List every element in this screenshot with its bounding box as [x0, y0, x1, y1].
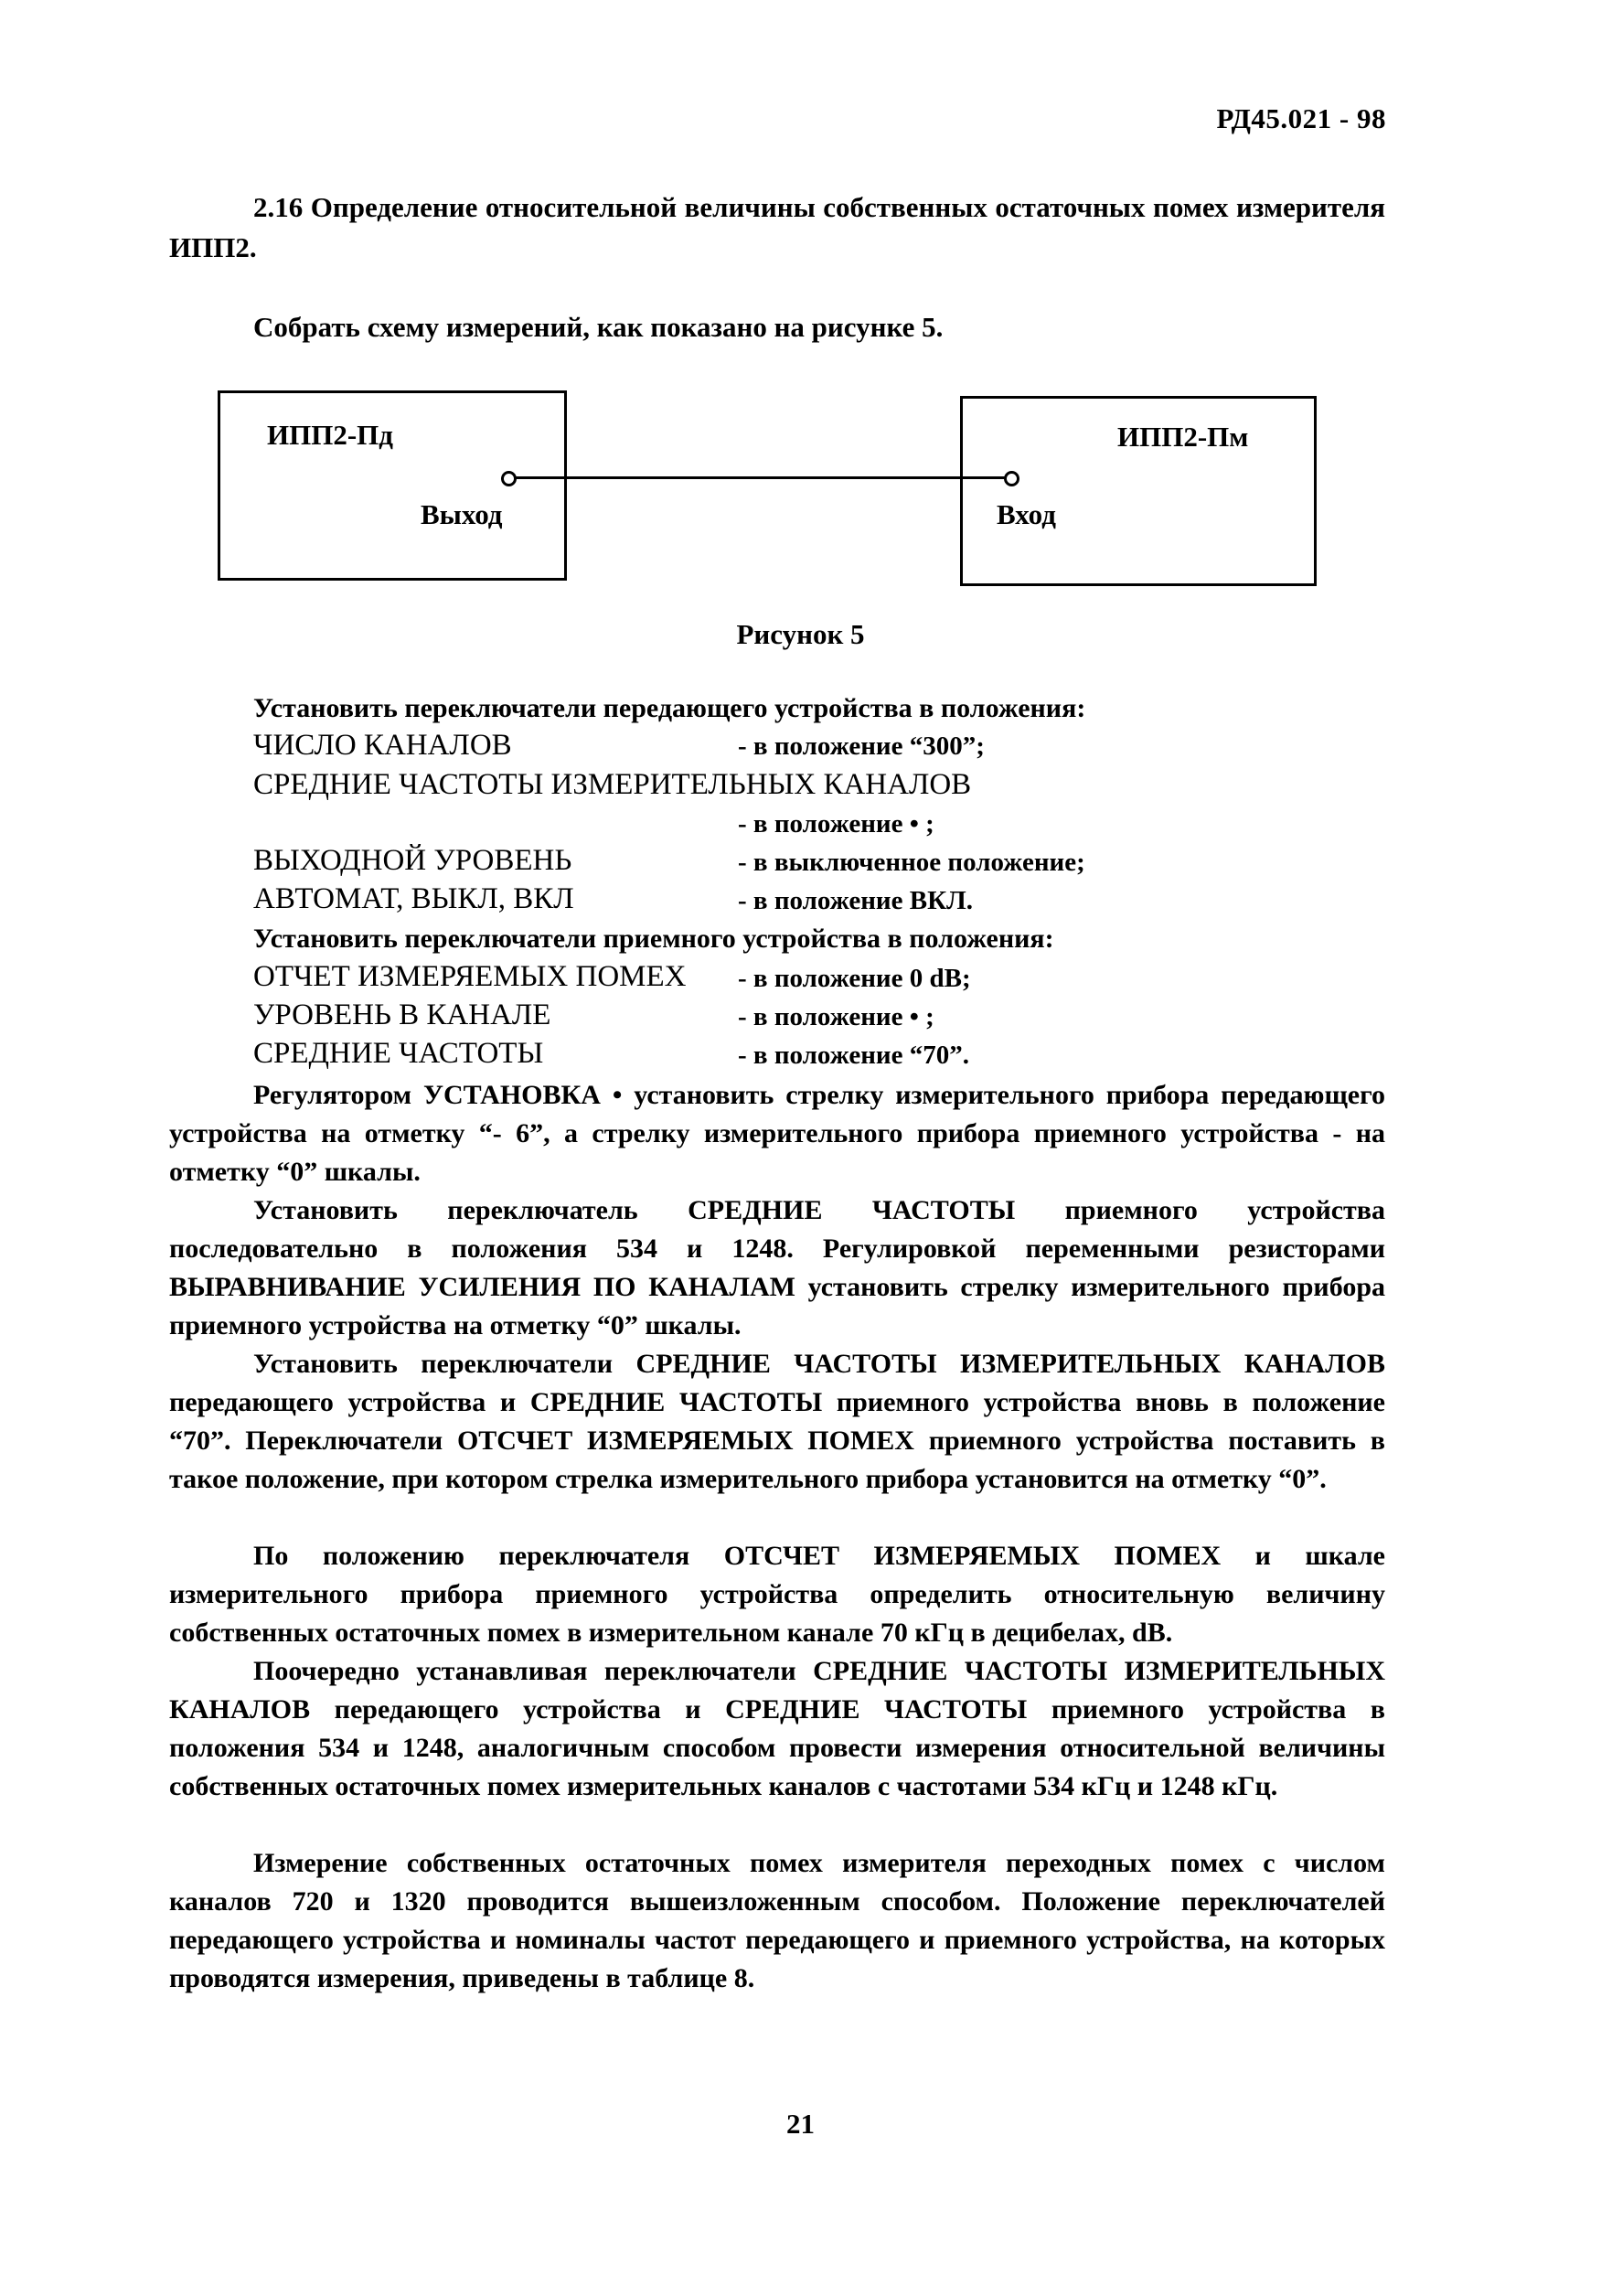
receiver-settings-intro: Установить переключатели приемного устройства в положения: — [253, 924, 1054, 954]
transmitter-settings-intro: Установить переключатели передающего устройства в положения: — [253, 693, 1086, 723]
receiver-block-title: ИПП2-Пм — [1117, 421, 1249, 453]
setting-name: СРЕДНИЕ ЧАСТОТЫ — [253, 1037, 544, 1070]
setting-name: ЧИСЛО КАНАЛОВ — [253, 729, 512, 762]
output-terminal — [501, 471, 517, 486]
receiver-input-label: Вход — [997, 498, 1056, 530]
section-intro: Собрать схему измерений, как показано на рисунке 5. — [253, 311, 944, 343]
setting-value: - в выключенное положение; — [738, 848, 1085, 877]
setting-name: ВЫХОДНОЙ УРОВЕНЬ — [253, 844, 572, 877]
setting-value: - в положение • ; — [738, 1002, 934, 1031]
setting-name: УРОВЕНЬ В КАНАЛЕ — [253, 998, 551, 1031]
paragraph: Установить переключатели СРЕДНИЕ ЧАСТОТЫ ИЗМЕРИТЕЛЬНЫХ КАНАЛОВ передающего устройства и СРЕДНИЕ ЧАСТОТЫ приемного устройства вновь в положение “70”. Переключатели ОТСЧЕТ ИЗМЕРЯЕМЫХ ПОМЕХ приемного устройства поставить в такое положение, при котором стрелка измерительного прибора установится на отметку “0”. — [169, 1349, 1385, 1494]
transmitter-output-label: Выход — [421, 498, 503, 530]
figure-caption: Рисунок 5 — [736, 618, 865, 650]
setting-value: - в положение 0 dB; — [738, 964, 971, 993]
section-heading: 2.16 Определение относительной величины собственных остаточных помех измерителя ИПП2. — [169, 191, 1385, 263]
setting-name: ОТЧЕТ ИЗМЕРЯЕМЫХ ПОМЕХ — [253, 960, 687, 993]
transmitter-block-title: ИПП2-Пд — [267, 419, 393, 451]
input-terminal — [1004, 471, 1019, 486]
connection-line — [512, 476, 1006, 479]
paragraph: Регулятором УСТАНОВКА • установить стрелку измерительного прибора передающего устройства на отметку “- 6”, а стрелку измерительного прибора приемного устройства - на отметку “0” шкалы. — [169, 1080, 1385, 1187]
setting-name: СРЕДНИЕ ЧАСТОТЫ ИЗМЕРИТЕЛЬНЫХ КАНАЛОВ — [253, 768, 972, 801]
setting-value: - в положение “300”; — [738, 732, 985, 761]
connection-diagram — [0, 0, 1601, 658]
paragraph: Поочередно устанавливая переключатели СРЕДНИЕ ЧАСТОТЫ ИЗМЕРИТЕЛЬНЫХ КАНАЛОВ передающего устройства и СРЕДНИЕ ЧАСТОТЫ приемного устройства в положения 534 и 1248, аналогичным способом провести измерения относительной величины собственных остаточных помех измерительных каналов с частотами 534 кГц и 1248 кГц. — [169, 1656, 1385, 1801]
page-number: 21 — [786, 2108, 815, 2140]
setting-name: АВТОМАТ, ВЫКЛ, ВКЛ — [253, 882, 574, 915]
setting-value: - в положение ВКЛ. — [738, 886, 973, 915]
paragraph: Установить переключатель СРЕДНИЕ ЧАСТОТЫ приемного устройства последовательно в положения 534 и 1248. Регулировкой переменными резисторами ВЫРАВНИВАНИЕ УСИЛЕНИЯ ПО КАНАЛАМ установить стрелку измерительного прибора приемного устройства на отметку “0” шкалы. — [169, 1195, 1385, 1340]
setting-value: - в положение • ; — [738, 809, 934, 838]
setting-value: - в положение “70”. — [738, 1041, 969, 1070]
paragraph: Измерение собственных остаточных помех измерителя переходных помех с числом каналов 720 и 1320 проводится вышеизложенным способом. Положение переключателей передающего устройства и номиналы частот передающего и приемного устройства, на которых проводятся измерения, приведены в таблице 8. — [169, 1848, 1385, 1993]
document-code: РД45.021 - 98 — [1216, 102, 1386, 134]
paragraph: По положению переключателя ОТСЧЕТ ИЗМЕРЯЕМЫХ ПОМЕХ и шкале измерительного прибора приемного устройства определить относительную величину собственных остаточных помех в измерительном канале 70 кГц в децибелах, dB. — [169, 1541, 1385, 1648]
